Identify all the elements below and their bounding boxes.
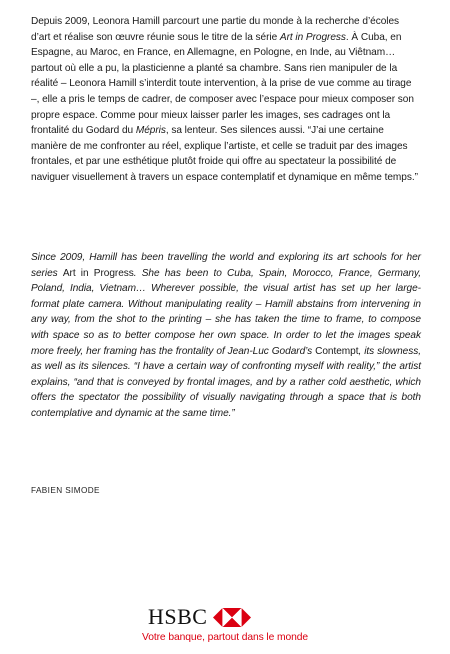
french-series-title: Art in Progress <box>279 31 346 43</box>
sponsor-tagline: Votre banque, partout dans le monde <box>142 632 308 643</box>
french-text-part-1: Depuis 2009, Leonora Hamill parcourt une partie du monde à la recherche d’écoles d’art et réalise son œuvre réunie sous le titre de la série <box>31 16 400 43</box>
hsbc-hexagon-logo-icon <box>213 608 251 627</box>
english-film-title: Contempt <box>315 345 359 357</box>
french-text-part-3: , sa lenteur. Ses silences aussi. “J’ai une certaine manière de me confronter au réel, explique l’artiste, et celle se traduit par des images frontales, et par une esthétique plutôt froide qui offre au spectateur la possibilité de naviguer visuellement à travers un espace contemplatif et dynamique en même temps.” <box>31 125 418 183</box>
french-paragraph <box>31 14 421 186</box>
english-paragraph <box>31 250 421 422</box>
english-text-part-1: Since 2009, Hamill has been travelling the world and exploring its art schools for her series <box>31 252 421 279</box>
english-text-part-2: . She has been to Cuba, Spain, Morocco, France, Germany, Poland, India, Vietnam… Wherever possible, the visual artist has set up her large-format plate camera. Without manipulating reality – Hamill abstains from intervening in any way, from the shot to the printing – she has taken the time to frame, to compose with space so as to better compose her own space. In order to let the images speak more freely, her framing has the frontality of Jean-Luc Godard’s <box>31 267 421 357</box>
logo-wordmark: HSBC <box>148 604 208 629</box>
english-series-title: Art in Progress <box>62 267 134 279</box>
author-signature: FABIEN SIMODE <box>31 486 100 495</box>
sponsor-logo <box>148 606 251 628</box>
english-text-part-3: , its slowness, as well as its silences. “I have a certain way of confronting myself with reality,” the artist explains, “and that is conveyed by frontal images, and by a rather cold aesthetic, which offers the spectator the possibility of visually navigating through a space that is both contemplative and dynamic at the same time.” <box>31 345 421 419</box>
french-text-part-2: . À Cuba, en Espagne, au Maroc, en France, en Allemagne, en Pologne, en Inde, au Viêtnam… partout où elle a pu, la plasticienne a planté sa chambre. Sans rien manipuler de la réalité – Leonora Hamill s’interdit toute intervention, à la prise de vue comme au tirage –, elle a pris le temps de cadrer, de composer avec l’espace pour mieux composer son propre espace. Comme pour mieux laisser parler les images, ses cadrages ont la frontalité du Godard du <box>31 31 414 137</box>
french-film-title: Mépris <box>135 125 166 137</box>
